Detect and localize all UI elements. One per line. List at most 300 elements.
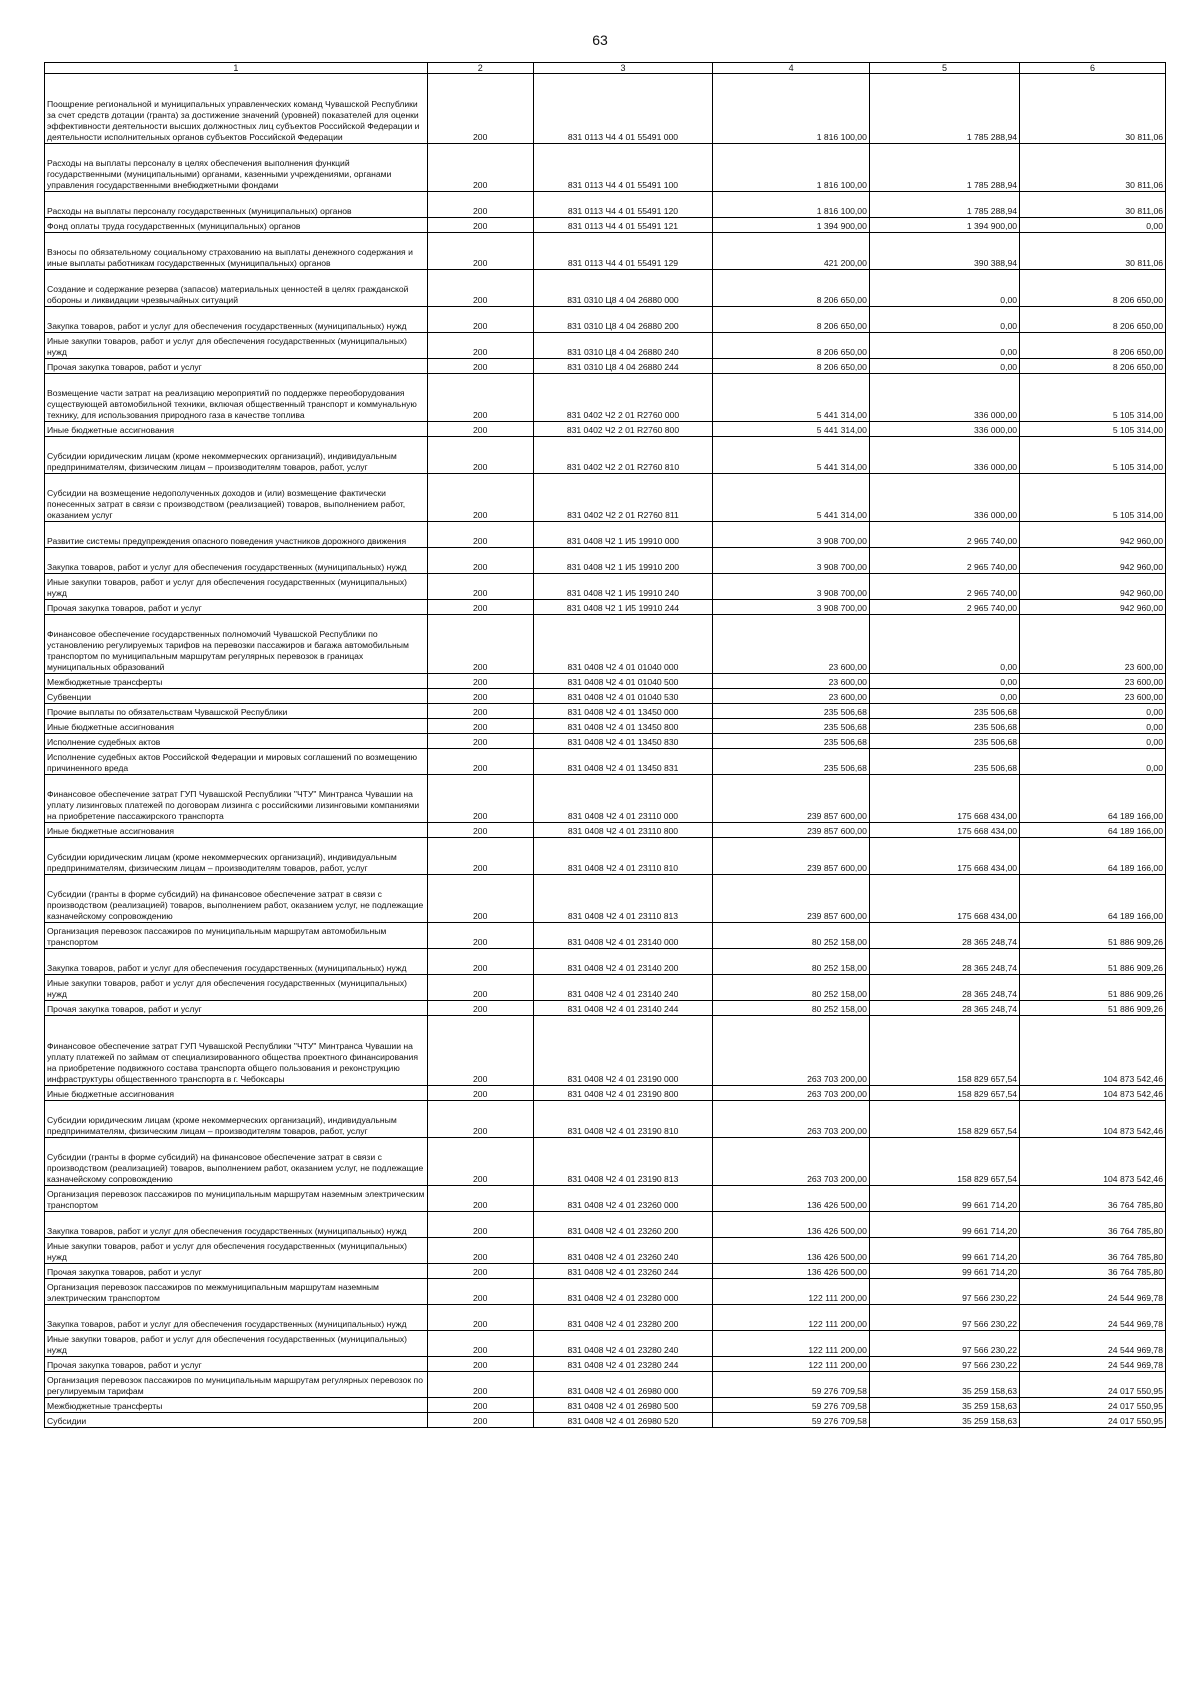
table-row — [45, 734, 1166, 749]
row-assigned-amount: 1 816 100,00 — [713, 144, 870, 192]
row-name: Организация перевозок пассажиров по муниципальным маршрутам регулярных перевозок по регулируемым тарифам — [45, 1372, 428, 1398]
row-budget-code: 831 0408 Ч2 4 01 01040 000 — [533, 615, 713, 674]
table-row — [45, 1331, 1166, 1357]
row-unexecuted-amount: 30 811,06 — [1020, 192, 1166, 218]
row-budget-code: 831 0408 Ч2 4 01 13450 000 — [533, 704, 713, 719]
row-admin-code: 200 — [427, 1331, 533, 1357]
row-assigned-amount: 136 426 500,00 — [713, 1186, 870, 1212]
row-admin-code: 200 — [427, 734, 533, 749]
row-unexecuted-amount: 8 206 650,00 — [1020, 270, 1166, 307]
row-budget-code: 831 0402 Ч2 2 01 R2760 810 — [533, 437, 713, 474]
row-unexecuted-amount: 942 960,00 — [1020, 574, 1166, 600]
row-assigned-amount: 3 908 700,00 — [713, 600, 870, 615]
row-unexecuted-amount: 5 105 314,00 — [1020, 422, 1166, 437]
row-executed-amount: 35 259 158,63 — [869, 1398, 1019, 1413]
row-unexecuted-amount: 8 206 650,00 — [1020, 333, 1166, 359]
row-unexecuted-amount: 24 544 969,78 — [1020, 1279, 1166, 1305]
row-assigned-amount: 3 908 700,00 — [713, 548, 870, 574]
row-assigned-amount: 136 426 500,00 — [713, 1238, 870, 1264]
row-assigned-amount: 8 206 650,00 — [713, 359, 870, 374]
row-budget-code: 831 0402 Ч2 2 01 R2760 811 — [533, 474, 713, 522]
row-unexecuted-amount: 0,00 — [1020, 734, 1166, 749]
row-admin-code: 200 — [427, 1372, 533, 1398]
row-executed-amount: 28 365 248,74 — [869, 1001, 1019, 1016]
row-assigned-amount: 3 908 700,00 — [713, 522, 870, 548]
row-assigned-amount: 239 857 600,00 — [713, 823, 870, 838]
row-admin-code: 200 — [427, 1001, 533, 1016]
row-executed-amount: 336 000,00 — [869, 422, 1019, 437]
table-row — [45, 1238, 1166, 1264]
row-assigned-amount: 1 816 100,00 — [713, 74, 870, 144]
row-assigned-amount: 263 703 200,00 — [713, 1016, 870, 1086]
row-unexecuted-amount: 24 017 550,95 — [1020, 1413, 1166, 1428]
row-assigned-amount: 5 441 314,00 — [713, 474, 870, 522]
table-row — [45, 1413, 1166, 1428]
row-executed-amount: 99 661 714,20 — [869, 1212, 1019, 1238]
row-name: Закупка товаров, работ и услуг для обеспечения государственных (муниципальных) нужд — [45, 307, 428, 333]
row-budget-code: 831 0408 Ч2 4 01 23140 000 — [533, 923, 713, 949]
row-admin-code: 200 — [427, 975, 533, 1001]
row-admin-code: 200 — [427, 192, 533, 218]
row-name: Субсидии юридическим лицам (кроме некоммерческих организаций), индивидуальным предпринимателям, физическим лицам – производителям товаров, работ, услуг — [45, 437, 428, 474]
row-name: Иные бюджетные ассигнования — [45, 422, 428, 437]
row-admin-code: 200 — [427, 437, 533, 474]
row-admin-code: 200 — [427, 1264, 533, 1279]
row-name: Иные закупки товаров, работ и услуг для обеспечения государственных (муниципальных) нужд — [45, 1238, 428, 1264]
row-budget-code: 831 0408 Ч2 4 01 23110 813 — [533, 875, 713, 923]
row-admin-code: 200 — [427, 1212, 533, 1238]
column-number-row — [45, 63, 1166, 74]
row-executed-amount: 235 506,68 — [869, 704, 1019, 719]
row-unexecuted-amount: 24 544 969,78 — [1020, 1305, 1166, 1331]
row-executed-amount: 99 661 714,20 — [869, 1186, 1019, 1212]
row-unexecuted-amount: 24 544 969,78 — [1020, 1331, 1166, 1357]
row-unexecuted-amount: 942 960,00 — [1020, 600, 1166, 615]
row-admin-code: 200 — [427, 218, 533, 233]
table-row — [45, 600, 1166, 615]
table-row — [45, 218, 1166, 233]
row-executed-amount: 0,00 — [869, 689, 1019, 704]
table-row — [45, 1264, 1166, 1279]
table-row — [45, 704, 1166, 719]
row-unexecuted-amount: 51 886 909,26 — [1020, 923, 1166, 949]
row-unexecuted-amount: 0,00 — [1020, 749, 1166, 775]
table-row — [45, 437, 1166, 474]
row-budget-code: 831 0310 Ц8 4 04 26880 240 — [533, 333, 713, 359]
row-admin-code: 200 — [427, 574, 533, 600]
row-unexecuted-amount: 51 886 909,26 — [1020, 949, 1166, 975]
row-assigned-amount: 235 506,68 — [713, 734, 870, 749]
row-assigned-amount: 239 857 600,00 — [713, 775, 870, 823]
row-unexecuted-amount: 24 017 550,95 — [1020, 1372, 1166, 1398]
row-admin-code: 200 — [427, 144, 533, 192]
table-row — [45, 823, 1166, 838]
table-row — [45, 719, 1166, 734]
row-unexecuted-amount: 0,00 — [1020, 704, 1166, 719]
row-budget-code: 831 0408 Ч2 4 01 23110 800 — [533, 823, 713, 838]
column-number: 3 — [533, 63, 713, 74]
table-row — [45, 975, 1166, 1001]
row-name: Исполнение судебных актов Российской Федерации и мировых соглашений по возмещению причиненного вреда — [45, 749, 428, 775]
row-unexecuted-amount: 36 764 785,80 — [1020, 1238, 1166, 1264]
row-assigned-amount: 239 857 600,00 — [713, 838, 870, 875]
row-budget-code: 831 0408 Ч2 4 01 23260 244 — [533, 1264, 713, 1279]
row-executed-amount: 158 829 657,54 — [869, 1101, 1019, 1138]
row-budget-code: 831 0402 Ч2 2 01 R2760 000 — [533, 374, 713, 422]
row-name: Прочая закупка товаров, работ и услуг — [45, 600, 428, 615]
row-assigned-amount: 122 111 200,00 — [713, 1305, 870, 1331]
row-admin-code: 200 — [427, 674, 533, 689]
row-executed-amount: 0,00 — [869, 333, 1019, 359]
row-admin-code: 200 — [427, 823, 533, 838]
row-executed-amount: 336 000,00 — [869, 374, 1019, 422]
row-assigned-amount: 5 441 314,00 — [713, 437, 870, 474]
row-admin-code: 200 — [427, 775, 533, 823]
row-admin-code: 200 — [427, 1101, 533, 1138]
row-unexecuted-amount: 104 873 542,46 — [1020, 1016, 1166, 1086]
row-name: Закупка товаров, работ и услуг для обеспечения государственных (муниципальных) нужд — [45, 1305, 428, 1331]
row-name: Закупка товаров, работ и услуг для обеспечения государственных (муниципальных) нужд — [45, 548, 428, 574]
row-name: Поощрение региональной и муниципальных управленческих команд Чувашской Республики за счет средств дотации (гранта) за достижение значений (уровней) показателей для оценки эффективности деятельности высших должностных лиц субъектов Российской Федерации и деятельности исполнительных органов субъектов Российской Федерации — [45, 74, 428, 144]
row-assigned-amount: 1 394 900,00 — [713, 218, 870, 233]
row-name: Расходы на выплаты персоналу государственных (муниципальных) органов — [45, 192, 428, 218]
row-unexecuted-amount: 5 105 314,00 — [1020, 374, 1166, 422]
table-row — [45, 333, 1166, 359]
row-assigned-amount: 8 206 650,00 — [713, 333, 870, 359]
row-name: Закупка товаров, работ и услуг для обеспечения государственных (муниципальных) нужд — [45, 949, 428, 975]
row-budget-code: 831 0408 Ч2 4 01 13450 830 — [533, 734, 713, 749]
row-unexecuted-amount: 942 960,00 — [1020, 548, 1166, 574]
row-admin-code: 200 — [427, 548, 533, 574]
row-admin-code: 200 — [427, 704, 533, 719]
table-row — [45, 1138, 1166, 1186]
table-row — [45, 1086, 1166, 1101]
row-assigned-amount: 59 276 709,58 — [713, 1413, 870, 1428]
table-row — [45, 522, 1166, 548]
row-executed-amount: 99 661 714,20 — [869, 1264, 1019, 1279]
row-name: Субсидии юридическим лицам (кроме некоммерческих организаций), индивидуальным предпринимателям, физическим лицам – производителям товаров, работ, услуг — [45, 1101, 428, 1138]
row-name: Организация перевозок пассажиров по муниципальным маршрутам наземным электрическим транспортом — [45, 1186, 428, 1212]
row-unexecuted-amount: 64 189 166,00 — [1020, 838, 1166, 875]
row-budget-code: 831 0408 Ч2 4 01 23140 200 — [533, 949, 713, 975]
table-row — [45, 374, 1166, 422]
row-unexecuted-amount: 0,00 — [1020, 719, 1166, 734]
row-executed-amount: 175 668 434,00 — [869, 838, 1019, 875]
row-assigned-amount: 263 703 200,00 — [713, 1086, 870, 1101]
table-row — [45, 949, 1166, 975]
row-assigned-amount: 80 252 158,00 — [713, 1001, 870, 1016]
row-budget-code: 831 0408 Ч2 4 01 23190 810 — [533, 1101, 713, 1138]
row-name: Иные закупки товаров, работ и услуг для обеспечения государственных (муниципальных) нужд — [45, 333, 428, 359]
row-executed-amount: 235 506,68 — [869, 734, 1019, 749]
row-admin-code: 200 — [427, 1279, 533, 1305]
row-executed-amount: 0,00 — [869, 615, 1019, 674]
row-name: Прочая закупка товаров, работ и услуг — [45, 1264, 428, 1279]
table-row — [45, 615, 1166, 674]
row-admin-code: 200 — [427, 233, 533, 270]
row-assigned-amount: 122 111 200,00 — [713, 1331, 870, 1357]
row-executed-amount: 35 259 158,63 — [869, 1372, 1019, 1398]
row-executed-amount: 158 829 657,54 — [869, 1016, 1019, 1086]
row-name: Субсидии на возмещение недополученных доходов и (или) возмещение фактически понесенных затрат в связи с производством (реализацией) товаров, выполнением работ, оказанием услуг — [45, 474, 428, 522]
row-executed-amount: 1 785 288,94 — [869, 192, 1019, 218]
row-budget-code: 831 0402 Ч2 2 01 R2760 800 — [533, 422, 713, 437]
row-unexecuted-amount: 23 600,00 — [1020, 674, 1166, 689]
row-executed-amount: 1 785 288,94 — [869, 74, 1019, 144]
table-row — [45, 574, 1166, 600]
row-budget-code: 831 0408 Ч2 4 01 23190 813 — [533, 1138, 713, 1186]
row-executed-amount: 97 566 230,22 — [869, 1305, 1019, 1331]
row-name: Взносы по обязательному социальному страхованию на выплаты денежного содержания и иные выплаты работникам государственных (муниципальных) органов — [45, 233, 428, 270]
table-row — [45, 233, 1166, 270]
row-executed-amount: 336 000,00 — [869, 437, 1019, 474]
row-admin-code: 200 — [427, 749, 533, 775]
table-row — [45, 1101, 1166, 1138]
row-unexecuted-amount: 51 886 909,26 — [1020, 975, 1166, 1001]
row-budget-code: 831 0408 Ч2 4 01 13450 800 — [533, 719, 713, 734]
row-admin-code: 200 — [427, 522, 533, 548]
table-row — [45, 548, 1166, 574]
row-admin-code: 200 — [427, 422, 533, 437]
row-unexecuted-amount: 104 873 542,46 — [1020, 1138, 1166, 1186]
row-executed-amount: 28 365 248,74 — [869, 975, 1019, 1001]
row-admin-code: 200 — [427, 307, 533, 333]
row-name: Субсидии (гранты в форме субсидий) на финансовое обеспечение затрат в связи с производством (реализацией) товаров, выполнением работ, оказанием услуг, не подлежащие казначейскому сопровождению — [45, 875, 428, 923]
row-admin-code: 200 — [427, 74, 533, 144]
row-assigned-amount: 235 506,68 — [713, 719, 870, 734]
row-executed-amount: 235 506,68 — [869, 749, 1019, 775]
row-name: Организация перевозок пассажиров по межмуниципальным маршрутам наземным электрическим транспортом — [45, 1279, 428, 1305]
row-name: Финансовое обеспечение затрат ГУП Чувашской Республики "ЧТУ" Минтранса Чувашии на уплату лизинговых платежей по договорам лизинга с российскими лизинговыми компаниями на приобретение пассажирского транспорта — [45, 775, 428, 823]
row-admin-code: 200 — [427, 838, 533, 875]
row-name: Возмещение части затрат на реализацию мероприятий по поддержке переоборудования существующей автомобильной техники, включая общественный транспорт и коммунальную технику, для использования природного газа в качестве топлива — [45, 374, 428, 422]
table-row — [45, 422, 1166, 437]
row-admin-code: 200 — [427, 333, 533, 359]
row-name: Развитие системы предупреждения опасного поведения участников дорожного движения — [45, 522, 428, 548]
table-row — [45, 1186, 1166, 1212]
row-name: Субсидии — [45, 1413, 428, 1428]
row-name: Прочая закупка товаров, работ и услуг — [45, 1357, 428, 1372]
row-admin-code: 200 — [427, 359, 533, 374]
row-name: Иные бюджетные ассигнования — [45, 719, 428, 734]
row-assigned-amount: 23 600,00 — [713, 615, 870, 674]
row-admin-code: 200 — [427, 949, 533, 975]
table-row — [45, 1016, 1166, 1086]
row-budget-code: 831 0113 Ч4 4 01 55491 129 — [533, 233, 713, 270]
row-executed-amount: 28 365 248,74 — [869, 923, 1019, 949]
row-unexecuted-amount: 8 206 650,00 — [1020, 359, 1166, 374]
row-admin-code: 200 — [427, 923, 533, 949]
row-admin-code: 200 — [427, 1086, 533, 1101]
row-executed-amount: 0,00 — [869, 270, 1019, 307]
row-name: Исполнение судебных актов — [45, 734, 428, 749]
row-name: Организация перевозок пассажиров по муниципальным маршрутам автомобильным транспортом — [45, 923, 428, 949]
row-budget-code: 831 0408 Ч2 4 01 23110 000 — [533, 775, 713, 823]
table-row — [45, 307, 1166, 333]
table-row — [45, 359, 1166, 374]
row-executed-amount: 2 965 740,00 — [869, 522, 1019, 548]
row-executed-amount: 97 566 230,22 — [869, 1357, 1019, 1372]
row-name: Иные бюджетные ассигнования — [45, 823, 428, 838]
row-name: Межбюджетные трансферты — [45, 1398, 428, 1413]
row-executed-amount: 175 668 434,00 — [869, 775, 1019, 823]
row-budget-code: 831 0113 Ч4 4 01 55491 100 — [533, 144, 713, 192]
row-admin-code: 200 — [427, 719, 533, 734]
table-row — [45, 689, 1166, 704]
row-admin-code: 200 — [427, 270, 533, 307]
row-name: Субвенции — [45, 689, 428, 704]
row-executed-amount: 97 566 230,22 — [869, 1279, 1019, 1305]
row-executed-amount: 235 506,68 — [869, 719, 1019, 734]
row-admin-code: 200 — [427, 474, 533, 522]
table-row — [45, 1212, 1166, 1238]
row-budget-code: 831 0113 Ч4 4 01 55491 000 — [533, 74, 713, 144]
table-row — [45, 838, 1166, 875]
row-admin-code: 200 — [427, 1357, 533, 1372]
row-executed-amount: 158 829 657,54 — [869, 1086, 1019, 1101]
row-name: Создание и содержание резерва (запасов) материальных ценностей в целях гражданской обороны и ликвидации чрезвычайных ситуаций — [45, 270, 428, 307]
row-assigned-amount: 239 857 600,00 — [713, 875, 870, 923]
row-unexecuted-amount: 64 189 166,00 — [1020, 775, 1166, 823]
table-row — [45, 270, 1166, 307]
row-executed-amount: 97 566 230,22 — [869, 1331, 1019, 1357]
row-admin-code: 200 — [427, 1016, 533, 1086]
row-unexecuted-amount: 104 873 542,46 — [1020, 1101, 1166, 1138]
row-name: Расходы на выплаты персоналу в целях обеспечения выполнения функций государственными (муниципальными) органами, казенными учреждениями, органами управления государственными внебюджетными фондами — [45, 144, 428, 192]
row-budget-code: 831 0408 Ч2 1 И5 19910 000 — [533, 522, 713, 548]
row-executed-amount: 336 000,00 — [869, 474, 1019, 522]
row-budget-code: 831 0408 Ч2 4 01 23260 000 — [533, 1186, 713, 1212]
row-unexecuted-amount: 30 811,06 — [1020, 233, 1166, 270]
row-budget-code: 831 0408 Ч2 4 01 23190 800 — [533, 1086, 713, 1101]
row-executed-amount: 390 388,94 — [869, 233, 1019, 270]
row-admin-code: 200 — [427, 1413, 533, 1428]
table-row — [45, 1305, 1166, 1331]
table-row — [45, 875, 1166, 923]
row-assigned-amount: 235 506,68 — [713, 704, 870, 719]
row-executed-amount: 99 661 714,20 — [869, 1238, 1019, 1264]
row-budget-code: 831 0408 Ч2 4 01 26980 520 — [533, 1413, 713, 1428]
table-row — [45, 1357, 1166, 1372]
row-executed-amount: 2 965 740,00 — [869, 574, 1019, 600]
row-executed-amount: 2 965 740,00 — [869, 600, 1019, 615]
row-assigned-amount: 5 441 314,00 — [713, 374, 870, 422]
row-name: Межбюджетные трансферты — [45, 674, 428, 689]
row-budget-code: 831 0408 Ч2 1 И5 19910 200 — [533, 548, 713, 574]
row-budget-code: 831 0408 Ч2 1 И5 19910 244 — [533, 600, 713, 615]
row-executed-amount: 0,00 — [869, 674, 1019, 689]
row-budget-code: 831 0408 Ч2 4 01 26980 000 — [533, 1372, 713, 1398]
row-assigned-amount: 263 703 200,00 — [713, 1138, 870, 1186]
row-admin-code: 200 — [427, 1398, 533, 1413]
row-executed-amount: 2 965 740,00 — [869, 548, 1019, 574]
row-admin-code: 200 — [427, 1186, 533, 1212]
table-row — [45, 749, 1166, 775]
table-row — [45, 1279, 1166, 1305]
row-admin-code: 200 — [427, 875, 533, 923]
row-unexecuted-amount: 5 105 314,00 — [1020, 474, 1166, 522]
row-budget-code: 831 0408 Ч2 4 01 23280 240 — [533, 1331, 713, 1357]
row-budget-code: 831 0408 Ч2 4 01 23260 200 — [533, 1212, 713, 1238]
row-name: Закупка товаров, работ и услуг для обеспечения государственных (муниципальных) нужд — [45, 1212, 428, 1238]
row-executed-amount: 175 668 434,00 — [869, 875, 1019, 923]
row-executed-amount: 175 668 434,00 — [869, 823, 1019, 838]
row-admin-code: 200 — [427, 1305, 533, 1331]
column-number: 5 — [869, 63, 1019, 74]
row-unexecuted-amount: 104 873 542,46 — [1020, 1086, 1166, 1101]
row-unexecuted-amount: 36 764 785,80 — [1020, 1212, 1166, 1238]
row-budget-code: 831 0310 Ц8 4 04 26880 200 — [533, 307, 713, 333]
row-budget-code: 831 0408 Ч2 4 01 23260 240 — [533, 1238, 713, 1264]
row-unexecuted-amount: 0,00 — [1020, 218, 1166, 233]
row-unexecuted-amount: 942 960,00 — [1020, 522, 1166, 548]
row-executed-amount: 28 365 248,74 — [869, 949, 1019, 975]
row-executed-amount: 158 829 657,54 — [869, 1138, 1019, 1186]
row-name: Субсидии (гранты в форме субсидий) на финансовое обеспечение затрат в связи с производством (реализацией) товаров, выполнением работ, оказанием услуг, не подлежащие казначейскому сопровождению — [45, 1138, 428, 1186]
row-name: Иные бюджетные ассигнования — [45, 1086, 428, 1101]
row-unexecuted-amount: 23 600,00 — [1020, 689, 1166, 704]
table-row — [45, 775, 1166, 823]
row-budget-code: 831 0408 Ч2 4 01 23110 810 — [533, 838, 713, 875]
row-budget-code: 831 0113 Ч4 4 01 55491 120 — [533, 192, 713, 218]
row-executed-amount: 0,00 — [869, 307, 1019, 333]
row-name: Субсидии юридическим лицам (кроме некоммерческих организаций), индивидуальным предпринимателям, физическим лицам – производителям товаров, работ, услуг — [45, 838, 428, 875]
row-admin-code: 200 — [427, 615, 533, 674]
row-name: Финансовое обеспечение государственных полномочий Чувашской Республики по установлению регулируемых тарифов на перевозки пассажиров и багажа автомобильным транспортом по муниципальным маршрутам регулярных перевозок в границах муниципальных образований — [45, 615, 428, 674]
table-row — [45, 923, 1166, 949]
row-executed-amount: 0,00 — [869, 359, 1019, 374]
table-row — [45, 144, 1166, 192]
table-row — [45, 192, 1166, 218]
table-row — [45, 474, 1166, 522]
row-budget-code: 831 0408 Ч2 4 01 23140 240 — [533, 975, 713, 1001]
row-admin-code: 200 — [427, 600, 533, 615]
row-budget-code: 831 0408 Ч2 4 01 01040 500 — [533, 674, 713, 689]
row-unexecuted-amount: 5 105 314,00 — [1020, 437, 1166, 474]
budget-execution-table — [44, 62, 1166, 1428]
row-budget-code: 831 0310 Ц8 4 04 26880 244 — [533, 359, 713, 374]
row-assigned-amount: 122 111 200,00 — [713, 1279, 870, 1305]
row-name: Прочая закупка товаров, работ и услуг — [45, 1001, 428, 1016]
row-executed-amount: 1 394 900,00 — [869, 218, 1019, 233]
row-assigned-amount: 23 600,00 — [713, 689, 870, 704]
row-admin-code: 200 — [427, 1238, 533, 1264]
row-name: Иные закупки товаров, работ и услуг для обеспечения государственных (муниципальных) нужд — [45, 1331, 428, 1357]
column-number: 4 — [713, 63, 870, 74]
row-budget-code: 831 0310 Ц8 4 04 26880 000 — [533, 270, 713, 307]
row-name: Финансовое обеспечение затрат ГУП Чувашской Республики "ЧТУ" Минтранса Чувашии на уплату платежей по займам от специализированного общества проектного финансирования на приобретение подвижного состава транспорта общего пользования и реконструкцию инфраструктуры общественного транспорта в г. Чебоксары — [45, 1016, 428, 1086]
row-assigned-amount: 80 252 158,00 — [713, 949, 870, 975]
row-unexecuted-amount: 30 811,06 — [1020, 144, 1166, 192]
row-unexecuted-amount: 24 544 969,78 — [1020, 1357, 1166, 1372]
column-number: 2 — [427, 63, 533, 74]
row-admin-code: 200 — [427, 374, 533, 422]
row-budget-code: 831 0408 Ч2 4 01 13450 831 — [533, 749, 713, 775]
row-unexecuted-amount: 64 189 166,00 — [1020, 875, 1166, 923]
row-unexecuted-amount: 24 017 550,95 — [1020, 1398, 1166, 1413]
row-unexecuted-amount: 36 764 785,80 — [1020, 1264, 1166, 1279]
row-name: Прочие выплаты по обязательствам Чувашской Республики — [45, 704, 428, 719]
row-assigned-amount: 1 816 100,00 — [713, 192, 870, 218]
row-budget-code: 831 0408 Ч2 4 01 23190 000 — [533, 1016, 713, 1086]
table-row — [45, 1398, 1166, 1413]
table-row — [45, 1001, 1166, 1016]
row-name: Иные закупки товаров, работ и услуг для обеспечения государственных (муниципальных) нужд — [45, 574, 428, 600]
row-assigned-amount: 8 206 650,00 — [713, 270, 870, 307]
row-unexecuted-amount: 23 600,00 — [1020, 615, 1166, 674]
row-unexecuted-amount: 8 206 650,00 — [1020, 307, 1166, 333]
row-budget-code: 831 0408 Ч2 4 01 26980 500 — [533, 1398, 713, 1413]
